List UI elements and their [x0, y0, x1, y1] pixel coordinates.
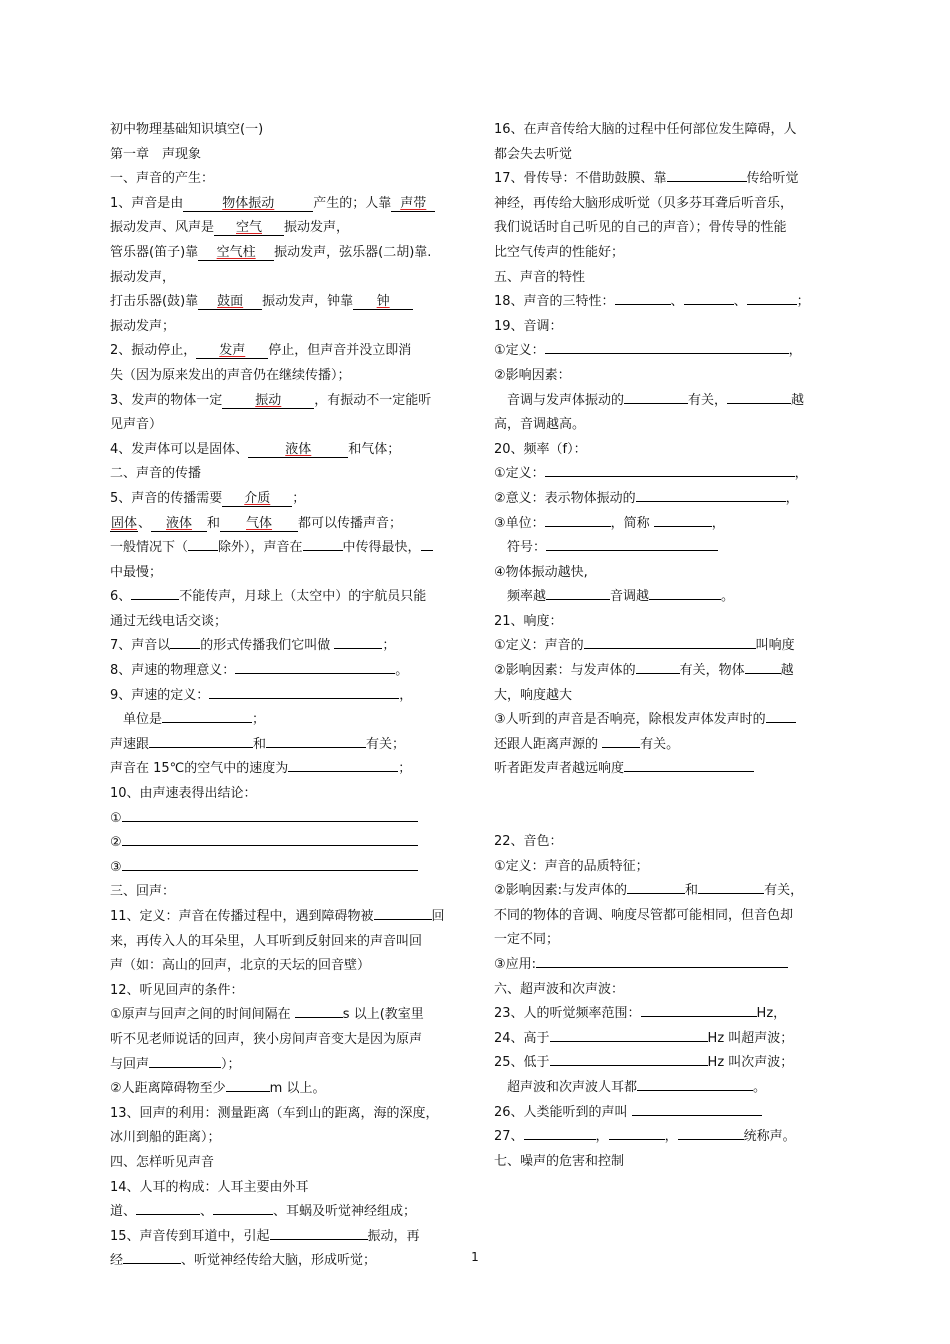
text-line: 26、人类能听到的声叫	[494, 1101, 824, 1126]
text-line: 听不见老师说话的回声，狭小房间声音变大是因为原声	[110, 1031, 423, 1047]
text-line: ①定义： ，	[494, 466, 808, 482]
text-line: 一定不同；	[494, 932, 560, 948]
text-line: 见声音）	[110, 417, 163, 433]
chapter-heading: 第一章 声现象	[110, 146, 202, 162]
text-line: 23、人的听觉频率范围： Hz，	[494, 1006, 787, 1022]
text-line: 还跟人距离声源的 有关。	[494, 736, 680, 752]
text-line: 25、低于 Hz 叫次声波；	[494, 1055, 794, 1071]
text-line: ②	[110, 831, 460, 856]
section-heading: 七、噪声的危害和控制	[494, 1153, 625, 1169]
text-line: ①原声与回声之间的时间间隔在 s 以上(教室里	[110, 1007, 424, 1023]
section-heading: 三、回声：	[110, 884, 176, 900]
page-number: 1	[471, 1250, 479, 1264]
section-heading: 六、超声波和次声波：	[494, 981, 625, 997]
section-heading: 二、声音的传播	[110, 466, 202, 482]
text-line: 与回声 ）；	[110, 1056, 241, 1072]
text-line: 管乐器(笛子)靠 空气柱 振动发声，弦乐器(二胡)靠.	[110, 244, 432, 260]
text-line: 19、音调：	[494, 318, 563, 334]
text-line: 4、发声体可以是固体、 液体 和气体；	[110, 441, 401, 457]
doc-title: 初中物理基础知识填空(一)	[110, 122, 264, 137]
text-line: 道、 、 、耳蜗及听觉神经组成；	[110, 1204, 417, 1220]
text-line: 通过无线电话交谈；	[110, 613, 228, 629]
text-line: 21、响度：	[494, 613, 563, 629]
text-line: ③	[110, 856, 460, 881]
text-line: 失（因为原来发出的声音仍在继续传播）；	[110, 367, 351, 383]
left-column	[110, 118, 460, 1274]
text-line: 声音在 15℃的空气中的速度为 ；	[110, 761, 412, 777]
text-line: 一般情况下（ 除外），声音在 中传得最快，	[110, 536, 460, 561]
text-line: 中最慢；	[110, 564, 163, 580]
text-line: 20、频率（f）：	[494, 441, 587, 457]
text-line: 频率越 音调越 。	[494, 589, 735, 605]
text-line: 2、振动停止， 发声 停止，但声音并没立即消	[110, 343, 412, 359]
text-line: 超声波和次声波人耳都 。	[494, 1079, 767, 1095]
text-line: 符号：	[494, 536, 824, 561]
text-line: 声（如：高山的回声，北京的天坛的回音壁）	[110, 958, 371, 974]
text-line: 都会失去听觉	[494, 146, 573, 162]
text-line: ①定义：声音的 叫响度	[494, 638, 795, 654]
text-line: 冰川到船的距离）；	[110, 1130, 221, 1146]
text-line: 12、听见回声的条件：	[110, 982, 244, 998]
text-line: 9、声速的定义： ，	[110, 687, 413, 703]
text-line: ①	[110, 807, 460, 832]
text-line: 我们说话时自己听见的自己的声音）；骨传导的性能	[494, 220, 787, 236]
text-line: 振动发声，	[110, 269, 176, 285]
text-line: 经 、听觉神经传给大脑，形成听觉；	[110, 1253, 377, 1269]
text-line: 14、人耳的构成：人耳主要由外耳	[110, 1179, 309, 1195]
text-line: 高，音调越高。	[494, 417, 586, 433]
text-line: 7、声音以 的形式传播我们它叫做 ；	[110, 638, 396, 654]
text-line: ③人听到的声音是否响亮，除根发声体发声时的	[494, 708, 824, 733]
left-line-3: 1、声音是由	[110, 195, 184, 211]
text-line: 神经，再传给大脑形成听觉（贝多芬耳聋后听音乐，	[494, 195, 794, 211]
text-line: ①定义：声音的品质特征；	[494, 858, 649, 874]
text-line: 16、在声音传给大脑的过程中任何部位发生障碍，人	[494, 122, 797, 137]
text-line: 振动发声；	[110, 318, 176, 334]
text-line: 来，再传入人的耳朵里，人耳听到反射回来的声音叫回	[110, 933, 423, 949]
text-line: 打击乐器(鼓)靠 鼓面 振动发声，钟靠 钟	[110, 290, 460, 315]
text-line: 不同的物体的音调、响度尽管都可能相同，但音色却	[494, 907, 794, 923]
text-line: 11、定义：声音在传播过程中，遇到障碍物被 回	[110, 909, 445, 924]
text-line: 27、 ， ， 统称声。	[494, 1129, 796, 1145]
text-line: ④物体振动越快,	[494, 564, 588, 580]
text-line: 6、 不能传声，月球上（太空中）的宇航员只能	[110, 589, 427, 605]
text-line: 音调与发声体振动的 有关， 越	[494, 392, 805, 408]
text-line: ③单位： ，简称 ，	[494, 515, 725, 531]
text-line: ②意义：表示物体振动的 ，	[494, 490, 799, 506]
right-column	[494, 118, 824, 1174]
text-line: ②人距离障碍物至少 m 以上。	[110, 1081, 326, 1097]
text-line: 17、骨传导：不借助鼓膜、靠 传给听觉	[494, 171, 799, 187]
text-line: 13、回声的利用：测量距离（车到山的距离，海的深度，	[110, 1105, 439, 1121]
text-line: 3、发声的物体一定 振动 ，有振动不一定能听	[110, 392, 432, 408]
text-line: 18、声音的三特性： 、 、 ；	[494, 294, 810, 310]
text-line: 22、音色：	[494, 834, 563, 850]
text-line: 1、声音是由 物体振动 产生的；人靠 声带	[110, 192, 460, 217]
text-line: 固体、 液体 和 气体 都可以传播声音；	[110, 515, 403, 531]
text-line: 比空气传声的性能好；	[494, 244, 625, 260]
text-line: 大，响度越大	[494, 687, 573, 703]
text-line: ②影响因素：与发声体的 有关，物体 越	[494, 663, 794, 679]
text-line: ③应用:	[494, 953, 824, 978]
text-line: ②影响因素:与发声体的 和 有关，	[494, 883, 804, 899]
section-heading: 五、声音的特性	[494, 269, 586, 285]
text-line: 10、由声速表得出结论：	[110, 786, 257, 802]
text-line: 15、声音传到耳道中，引起 振动，再	[110, 1228, 420, 1244]
text-line: ①定义： ，	[494, 343, 802, 359]
text-line: 声速跟 和 有关；	[110, 736, 406, 752]
text-line: 振动发声、风声是 空气 振动发声，	[110, 220, 350, 236]
text-line: ②影响因素：	[494, 367, 571, 383]
section-heading: 四、怎样听见声音	[110, 1154, 215, 1170]
text-line: 8、声速的物理意义： 。	[110, 663, 409, 679]
text-line: 听者距发声者越远响度	[494, 757, 824, 782]
text-line: 单位是 ；	[110, 712, 266, 728]
section-heading: 一、声音的产生：	[110, 171, 215, 187]
text-line: 24、高于 Hz 叫超声波；	[494, 1030, 794, 1046]
text-line: 5、声音的传播需要 介质 ；	[110, 490, 306, 506]
